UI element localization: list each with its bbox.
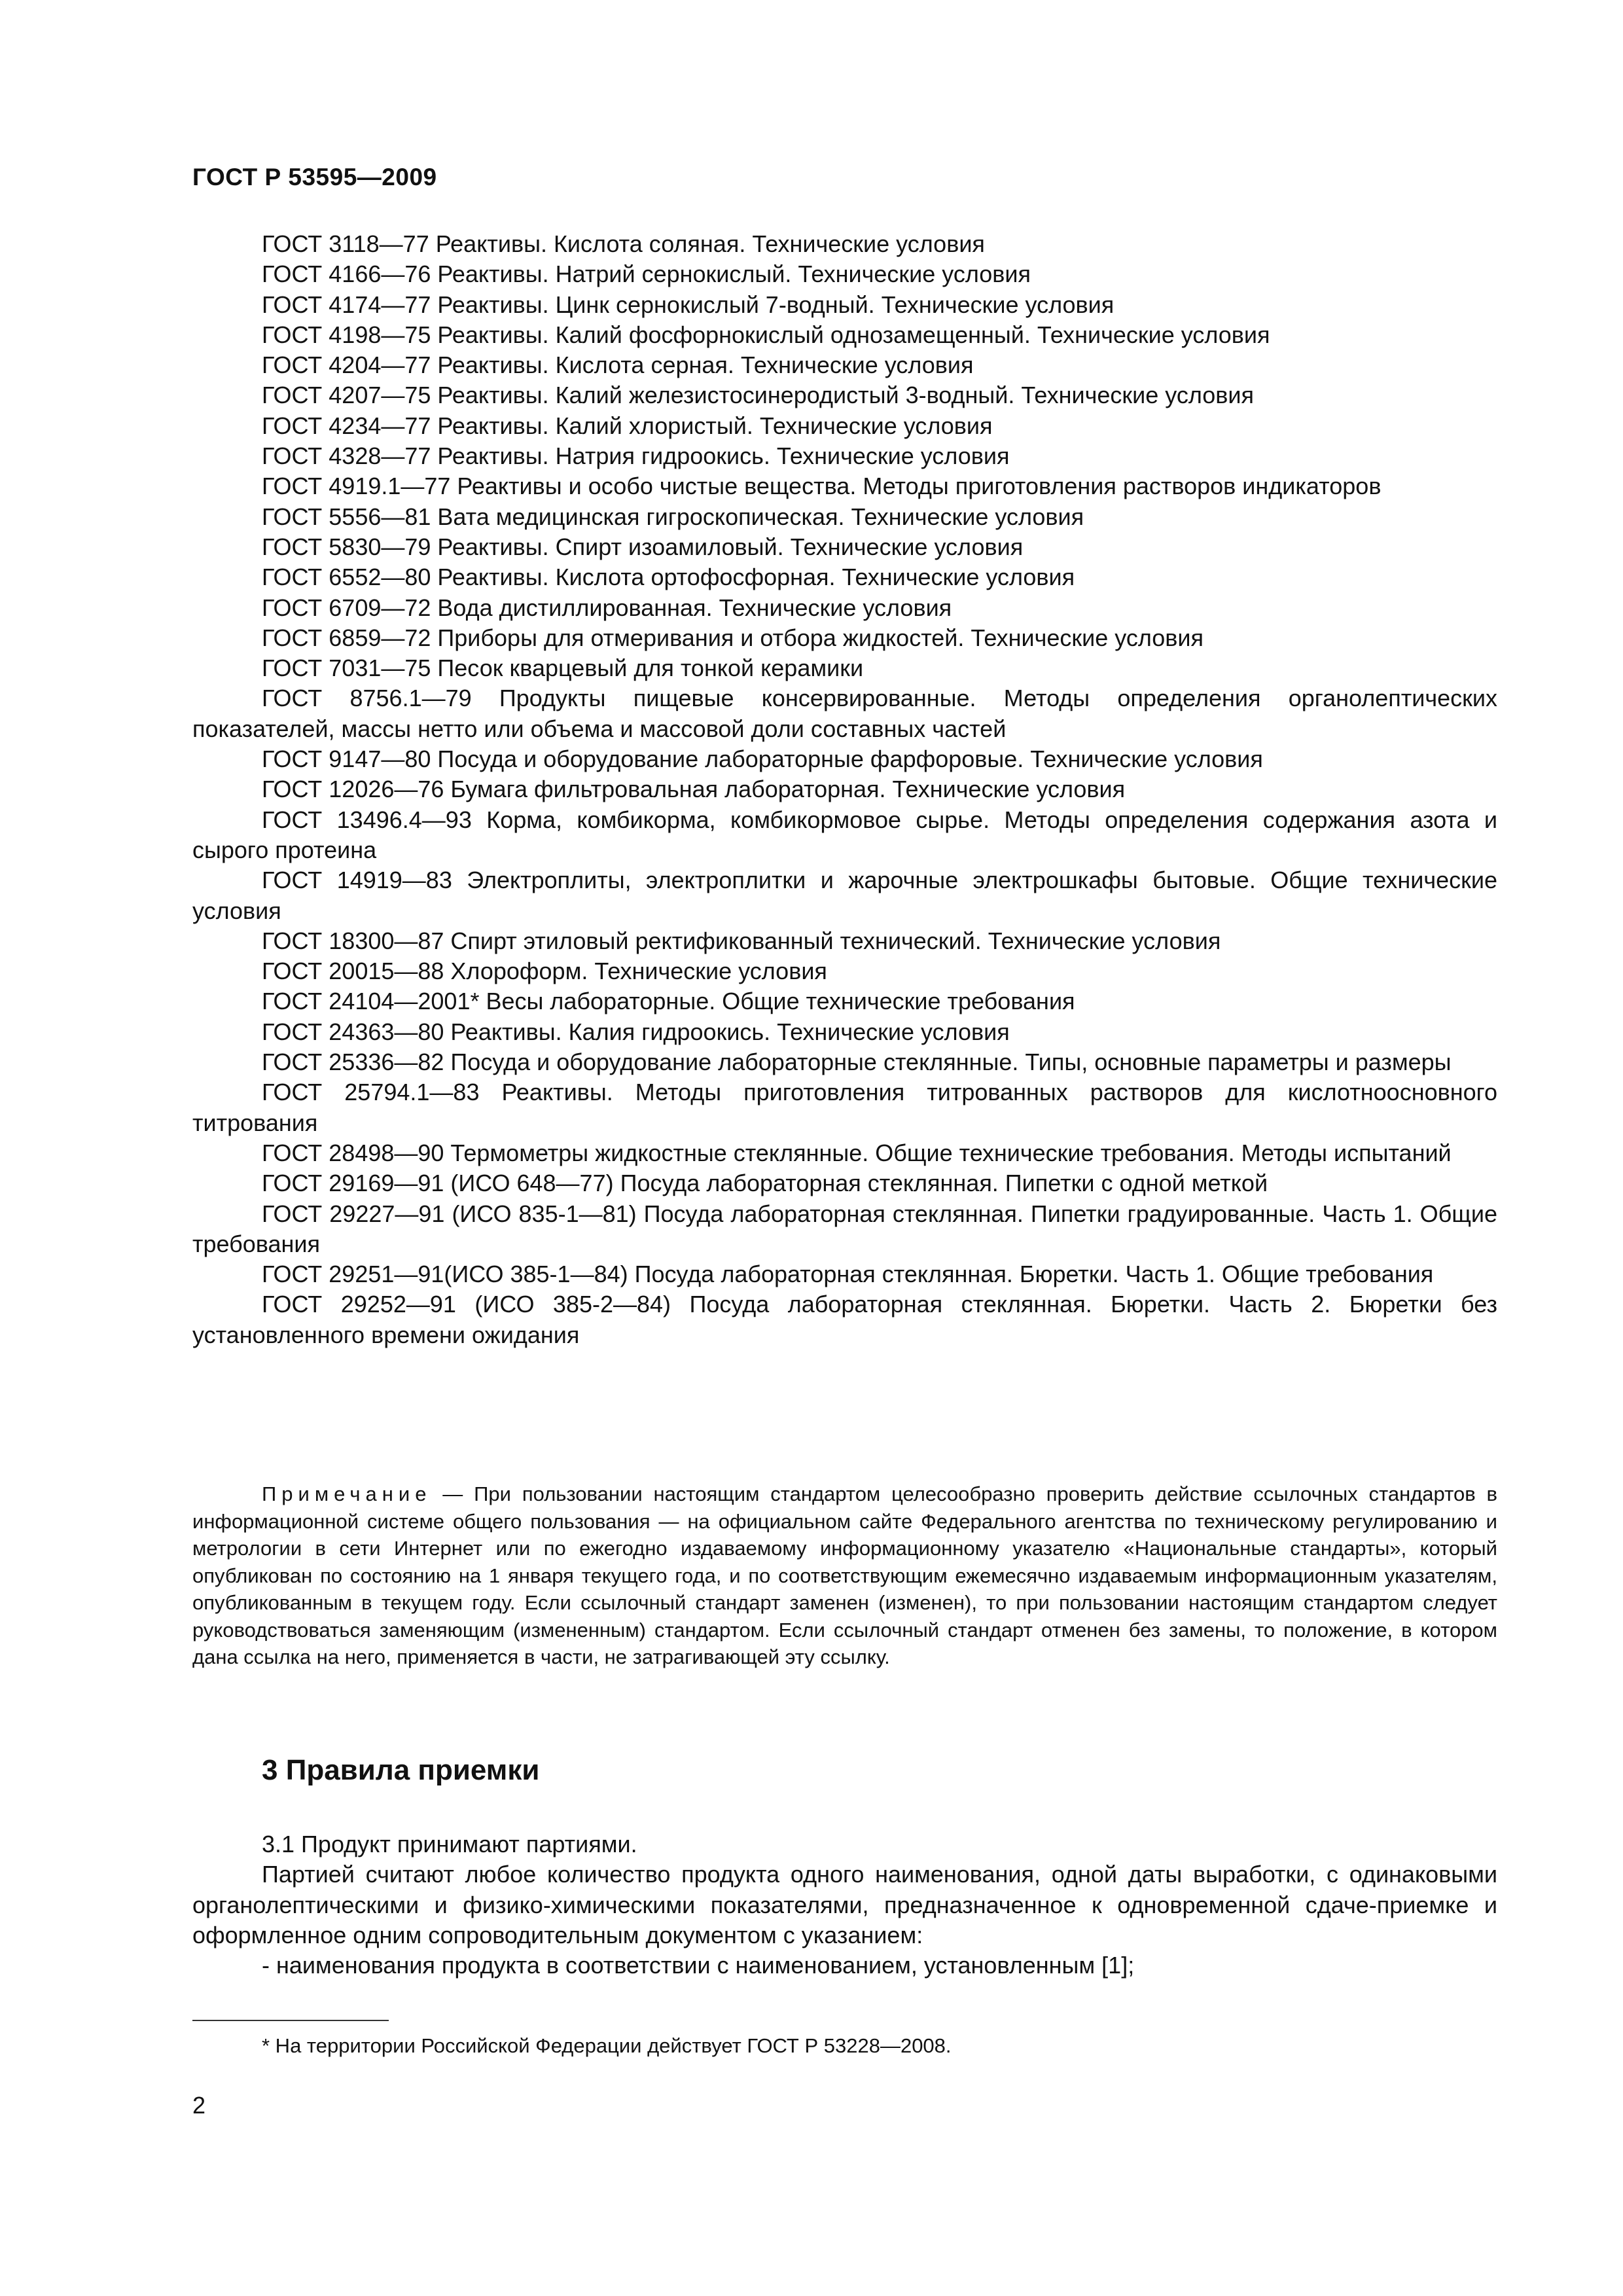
reference-item: ГОСТ 8756.1—79 Продукты пищевые консервированные. Методы определения органолептических показателей, массы нетто или объема и массовой доли составных частей xyxy=(192,685,1497,742)
reference-item: ГОСТ 4919.1—77 Реактивы и особо чистые вещества. Методы приготовления растворов индикаторов xyxy=(262,473,1382,500)
footnote-text: * На территории Российской Федерации действует ГОСТ Р 53228—2008. xyxy=(262,2034,952,2057)
reference-item: ГОСТ 29251—91(ИСО 385-1—84) Посуда лабораторная стеклянная. Бюретки. Часть 1. Общие требования xyxy=(262,1261,1434,1288)
reference-item: ГОСТ 25336—82 Посуда и оборудование лабораторные стеклянные. Типы, основные параметры и размеры xyxy=(262,1049,1452,1076)
reference-item: ГОСТ 4198—75 Реактивы. Калий фосфорнокислый однозамещенный. Технические условия xyxy=(262,321,1270,348)
reference-item: ГОСТ 4207—75 Реактивы. Калий железистосинеродистый 3-водный. Технические условия xyxy=(262,382,1255,409)
reference-item: ГОСТ 4204—77 Реактивы. Кислота серная. Технические условия xyxy=(262,351,974,379)
reference-item: ГОСТ 12026—76 Бумага фильтровальная лабораторная. Технические условия xyxy=(262,776,1126,803)
clause-paragraph: Партией считают любое количество продукта одного наименования, одной даты выработки, с одинаковыми органолептическими и физико-химическими показателями, предназначенное к одновременной сдаче-приемке и оформленное одним сопроводительным документом с указанием: xyxy=(192,1861,1497,1948)
reference-item: ГОСТ 24363—80 Реактивы. Калия гидроокись. Технические условия xyxy=(262,1018,1010,1045)
reference-item: ГОСТ 24104—2001* Весы лабораторные. Общие технические требования xyxy=(262,988,1075,1015)
reference-item: ГОСТ 20015—88 Хлороформ. Технические условия xyxy=(262,958,827,985)
page-number: 2 xyxy=(192,2092,206,2119)
reference-item: ГОСТ 3118—77 Реактивы. Кислота соляная. Технические условия xyxy=(262,230,985,257)
reference-item: ГОСТ 13496.4—93 Корма, комбикорма, комбикормовое сырье. Методы определения содержания азота и сырого протеина xyxy=(192,806,1497,863)
reference-item: ГОСТ 5830—79 Реактивы. Спирт изоамиловый. Технические условия xyxy=(262,533,1024,560)
note-text: — При пользовании настоящим стандартом целесообразно проверить действие ссылочных стандартов в информационной системе общего пользования — на официальном сайте Федерального агентства по техническому регулированию и метрологии в сети Интернет или по ежегодно издаваемому информационному указателю «Национальные стандарты», который опубликован по состоянию на 1 января текущего года, и по соответствующим ежемесячно издаваемым информационным указателям, опубликованным в текущем году. Если ссылочный стандарт заменен (изменен), то при пользовании настоящим стандартом следует руководствоваться заменяющим (измененным) стандартом. Если ссылочный стандарт отменен без замены, то положение, в котором дана ссылка на него, применяется в части, не затрагивающей эту ссылку. xyxy=(192,1482,1497,1668)
reference-item: ГОСТ 6859—72 Приборы для отмеривания и отбора жидкостей. Технические условия xyxy=(262,624,1204,651)
reference-item: ГОСТ 25794.1—83 Реактивы. Методы приготовления титрованных растворов для кислотноосновного титрования xyxy=(192,1079,1497,1136)
reference-item: ГОСТ 4328—77 Реактивы. Натрия гидроокись. Технические условия xyxy=(262,442,1010,470)
clause-paragraph: 3.1 Продукт принимают партиями. xyxy=(262,1831,637,1857)
reference-item: ГОСТ 7031—75 Песок кварцевый для тонкой керамики xyxy=(262,655,864,682)
reference-item: ГОСТ 4174—77 Реактивы. Цинк сернокислый 7-водный. Технические условия xyxy=(262,291,1115,318)
reference-item: ГОСТ 14919—83 Электроплиты, электроплитки и жарочные электрошкафы бытовые. Общие технические условия xyxy=(192,867,1497,924)
reference-item: ГОСТ 29169—91 (ИСО 648—77) Посуда лабораторная стеклянная. Пипетки с одной меткой xyxy=(262,1170,1268,1197)
reference-item: ГОСТ 4166—76 Реактивы. Натрий сернокислый. Технические условия xyxy=(262,260,1031,288)
reference-item: ГОСТ 29252—91 (ИСО 385-2—84) Посуда лабораторная стеклянная. Бюретки. Часть 2. Бюретки без установленного времени ожидания xyxy=(192,1291,1497,1348)
reference-item: ГОСТ 18300—87 Спирт этиловый ректификованный технический. Технические условия xyxy=(262,927,1221,954)
reference-item: ГОСТ 5556—81 Вата медицинская гигроскопическая. Технические условия xyxy=(262,503,1084,530)
clause-paragraph: - наименования продукта в соответствии с наименованием, установленным [1]; xyxy=(262,1952,1135,1979)
reference-item: ГОСТ 28498—90 Термометры жидкостные стеклянные. Общие технические требования. Методы испытаний xyxy=(262,1139,1452,1166)
note-block xyxy=(192,1480,1497,1671)
reference-item: ГОСТ 29227—91 (ИСО 835-1—81) Посуда лабораторная стеклянная. Пипетки градуированные. Часть 1. Общие требования xyxy=(192,1200,1497,1257)
document-number-header: ГОСТ Р 53595—2009 xyxy=(192,164,437,190)
footnote-divider xyxy=(192,2020,389,2021)
reference-item: ГОСТ 6709—72 Вода дистиллированная. Технические условия xyxy=(262,594,952,621)
normative-references-list xyxy=(192,229,1497,1350)
reference-item: ГОСТ 4234—77 Реактивы. Калий хлористый. Технические условия xyxy=(262,412,993,439)
section-body xyxy=(192,1829,1497,1981)
note-label: Примечание xyxy=(262,1482,432,1505)
reference-item: ГОСТ 9147—80 Посуда и оборудование лабораторные фарфоровые. Технические условия xyxy=(262,745,1263,773)
section-heading: 3 Правила приемки xyxy=(262,1754,540,1786)
reference-item: ГОСТ 6552—80 Реактивы. Кислота ортофосфорная. Технические условия xyxy=(262,564,1075,591)
